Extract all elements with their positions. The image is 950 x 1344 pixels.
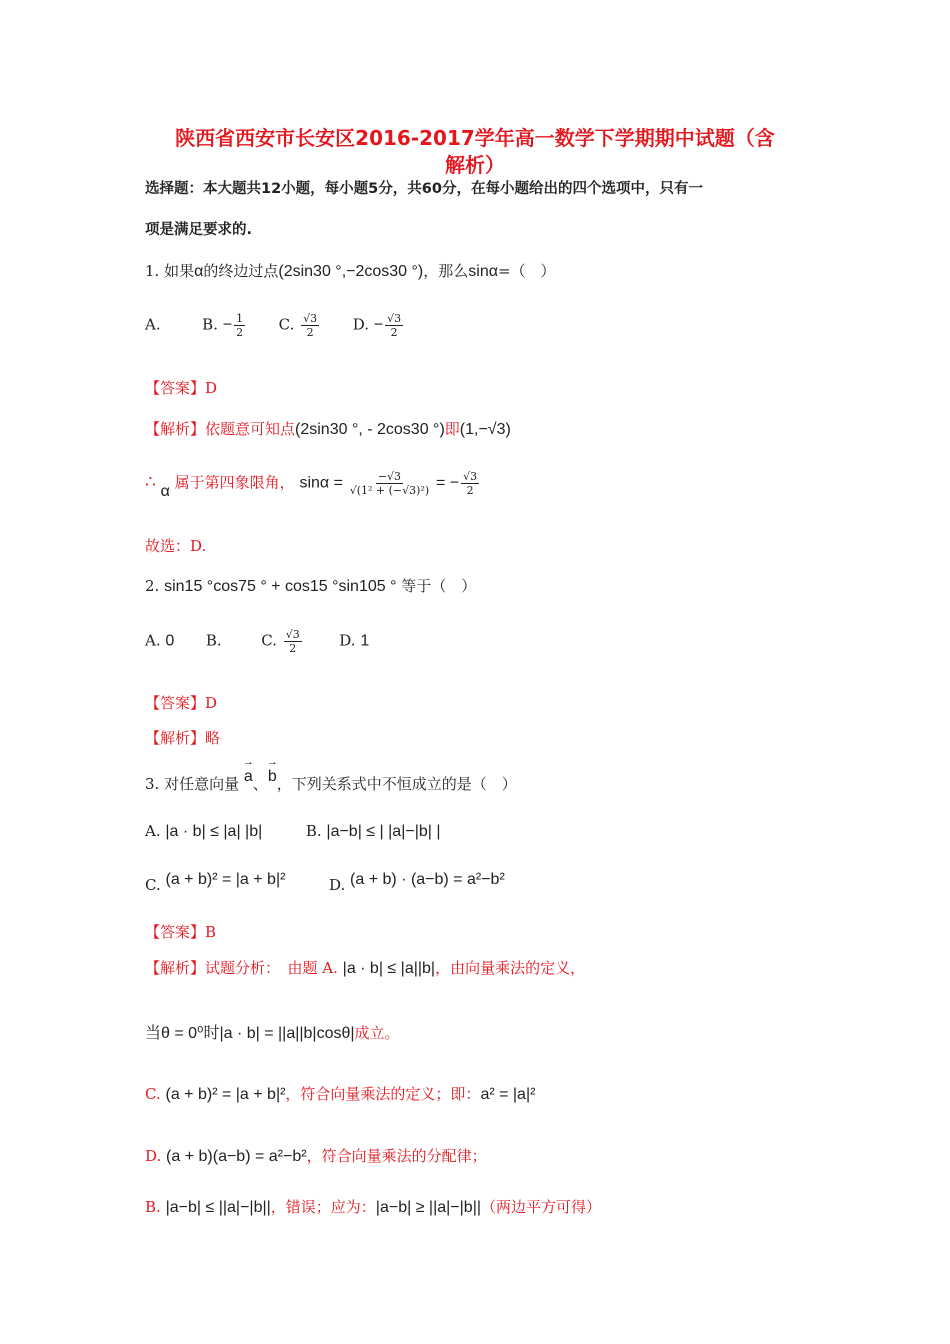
analysis-text: （两边平方可得） [481, 1198, 602, 1216]
analysis-text: ，由向量乘法的定义， [435, 959, 586, 977]
point-expression: (2sin30 °,−2cos30 °) [278, 263, 424, 280]
question-number: 1. [145, 262, 160, 280]
stem-text: ，下列关系式中不恒成立的是（ ） [276, 775, 517, 793]
therefore-symbol: ∴ [145, 472, 156, 493]
question-3-theta-line [145, 1020, 400, 1043]
question-1-derivation [145, 470, 481, 500]
option-d-fraction [385, 312, 403, 339]
question-1-options [145, 312, 405, 339]
option-a-label: A. [145, 315, 161, 334]
option-a-label: A. [145, 631, 161, 650]
analysis-text: 成立。 [354, 1024, 400, 1042]
option-b-sign: − [222, 316, 233, 334]
analysis-text: 即 [444, 420, 460, 438]
alpha-symbol: α [160, 482, 170, 500]
analysis-d-expression: (a + b)(a−b) = a²−b² [166, 1148, 307, 1165]
fraction-numerator: √3 [463, 470, 478, 483]
option-c-label: C. [261, 631, 277, 650]
analysis-text: ，符合向量乘法的分配律； [306, 1147, 487, 1165]
analysis-label: 【解析】依题意可知点 [145, 420, 296, 438]
option-c-label: C. [145, 876, 161, 894]
stem-text: 等于（ ） [401, 577, 477, 595]
option-a-value: 0 [165, 632, 175, 650]
fraction-numerator: √3 [303, 312, 318, 325]
sin-equation: sinα = [299, 474, 343, 492]
question-3-options-cd [145, 870, 505, 894]
fraction-numerator: −√3 [377, 470, 402, 483]
stem-text: ，那么 [423, 262, 469, 280]
fraction-denominator: 2 [289, 642, 297, 655]
option-a-expression: |a · b| ≤ |a| |b| [165, 823, 263, 840]
question-3-analysis [145, 957, 585, 978]
trig-expression: sin15 °cos75 ° + cos15 °sin105 ° [164, 578, 397, 595]
option-label: B. [145, 1198, 161, 1216]
option-d-label: D. [352, 315, 369, 334]
question-2-stem [145, 575, 476, 596]
question-3-analysis-b [145, 1196, 601, 1217]
option-b-fraction [234, 312, 245, 339]
quadrant-text: 属于第四象限角， [174, 473, 295, 492]
question-1-conclusion: 故选：D. [145, 537, 207, 555]
analysis-label: 【解析】试题分析： 由题 A. [145, 959, 338, 977]
analysis-b-expression-2: |a−b| ≥ ||a|−|b|| [375, 1199, 481, 1216]
question-3-options-ab [145, 822, 441, 841]
fraction-numerator: 1 [236, 312, 244, 325]
analysis-c-expression-2: a² = |a|² [480, 1086, 536, 1103]
sin-alpha: sinα [468, 263, 498, 280]
separator: 、 [252, 775, 268, 793]
vector-a: → a [244, 768, 253, 786]
sin-fraction [350, 470, 429, 497]
theta-expression: 当θ = 0⁰时|a · b| = ||a||b|cosθ| [145, 1025, 355, 1042]
option-b-expression: |a−b| ≤ | |a|−|b| | [326, 823, 441, 840]
stem-text: =（ ） [497, 262, 556, 280]
question-3-answer: 【答案】B [145, 923, 217, 941]
option-label: D. [145, 1147, 162, 1165]
option-d-label: D. [339, 631, 356, 650]
question-2-answer: 【答案】D [145, 694, 218, 712]
analysis-text: ，错误；应为： [270, 1198, 376, 1216]
option-d-label: D. [328, 876, 346, 894]
option-c-expression: (a + b)² = |a + b|² [165, 871, 286, 888]
option-a-label: A. [145, 822, 161, 840]
fraction-numerator: √3 [387, 312, 402, 325]
document-title-line1: 陕西省西安市长安区2016-2017学年高一数学下学期期中试题（含 [175, 126, 775, 150]
question-2-analysis: 【解析】略 [145, 729, 221, 747]
question-3-analysis-c [145, 1083, 535, 1104]
sin-result: = − [435, 474, 460, 492]
option-c-label: C. [278, 315, 295, 334]
question-1-answer: 【答案】D [145, 379, 218, 397]
question-3-analysis-d [145, 1145, 487, 1166]
question-number: 2. [145, 577, 160, 595]
fraction-denominator: 2 [390, 326, 398, 339]
option-b-label: B. [305, 822, 322, 840]
vector-b: → b [268, 768, 277, 786]
question-3-stem [145, 768, 517, 794]
option-c-fraction [301, 312, 319, 339]
option-d-value: 1 [360, 632, 370, 650]
option-b-label: B. [202, 315, 218, 334]
result-fraction [461, 470, 479, 497]
section-instruction-line2: 项是满足要求的. [145, 222, 253, 238]
fraction-numerator: √3 [285, 628, 300, 641]
analysis-c-expression: (a + b)² = |a + b|² [165, 1086, 286, 1103]
fraction-denominator: 2 [306, 326, 314, 339]
fraction-denominator: 2 [466, 484, 474, 497]
stem-text: 的终边过点 [203, 262, 279, 280]
stem-text: 对任意向量 [164, 775, 240, 793]
analysis-b-expression: |a−b| ≤ ||a|−|b|| [165, 1199, 271, 1216]
analysis-a-expression: |a · b| ≤ |a||b| [342, 960, 436, 977]
analysis-text: ，符合向量乘法的定义；即： [285, 1085, 481, 1103]
question-1-stem [145, 260, 556, 281]
option-d-sign: − [373, 316, 384, 334]
document-title-line2: 解析） [445, 153, 505, 177]
question-1-analysis [145, 418, 511, 439]
option-label: C. [145, 1085, 161, 1103]
stem-text: 如果 [164, 262, 195, 280]
option-d-expression: (a + b) · (a−b) = a²−b² [350, 871, 505, 888]
question-2-options [145, 628, 369, 655]
question-number: 3. [145, 775, 160, 793]
section-instruction-line1: 选择题：本大题共12小题，每小题5分，共60分，在每小题给出的四个选项中，只有一 [145, 181, 703, 197]
analysis-point: (2sin30 °, - 2cos30 °) [295, 421, 445, 438]
alpha-symbol: α [194, 263, 204, 280]
fraction-denominator: 2 [236, 326, 244, 339]
option-c-fraction [284, 628, 302, 655]
fraction-denominator: √(1² + (−√3)²) [349, 484, 430, 497]
analysis-coords: (1,−√3) [459, 421, 511, 438]
option-b-label: B. [205, 631, 222, 650]
